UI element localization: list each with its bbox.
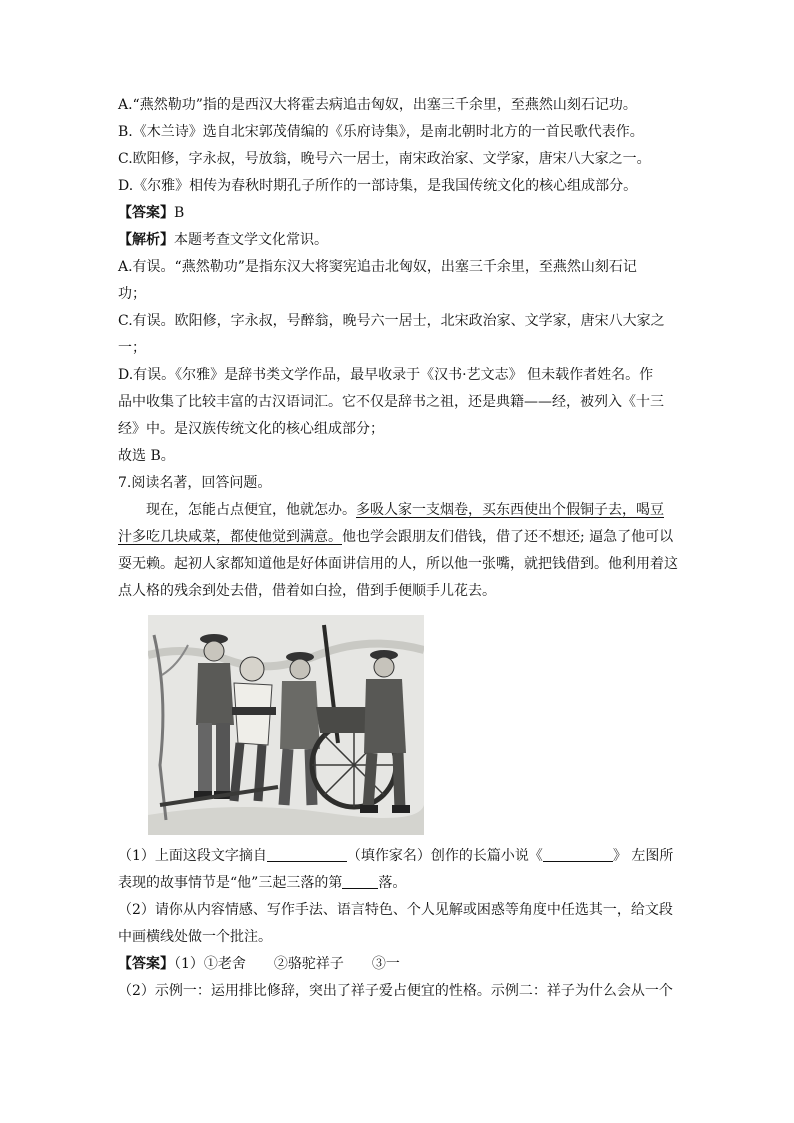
- plot-stage-blank[interactable]: [342, 872, 378, 889]
- answer-line: [118, 200, 678, 227]
- document-content: [118, 92, 678, 1005]
- option-d: D.《尔雅》相传为春秋时期孔子所作的一部诗集，是我国传统文化的核心组成部分。: [118, 178, 638, 194]
- analysis-text-line: 经》中。是汉族传统文化的核心组成部分；: [118, 421, 384, 437]
- sub-question-1-cont: [118, 870, 678, 897]
- passage-line: 点人格的残余到处去借，借着如白捡，借到手便顺手儿花去。: [118, 583, 496, 599]
- sub-question-2-cont: 中画横线处做一个批注。: [118, 929, 272, 945]
- passage-underlined: 汁多吃几块咸菜，都使他觉到满意。: [118, 529, 342, 545]
- sub-question-2: （2）请你从内容情感、写作手法、语言特色、个人见解或困惑等角度中任选其一，给文段: [118, 902, 673, 918]
- analysis-text-line: 功；: [118, 286, 146, 302]
- analysis-text-line: D.有误。《尔雅》是辞书类文学作品，最早收录于《汉书·艺文志》 但未载作者姓名。作: [118, 367, 654, 383]
- analysis-line: [118, 227, 678, 254]
- option-b: B.《木兰诗》选自北宋郭茂倩编的《乐府诗集》，是南北朝时北方的一首民歌代表作。: [118, 124, 644, 140]
- analysis-intro: 本题考查文学文化常识。: [174, 232, 328, 248]
- analysis-text-line: C.有误。欧阳修，字永叔，号醉翁，晚号六一居士，北宋政治家、文学家，唐宋八大家之: [118, 313, 665, 329]
- sub-question-1-text: 》 左图所: [612, 848, 674, 864]
- analysis-text-line: 一；: [118, 340, 146, 356]
- answer-label: 【答案】: [118, 956, 174, 972]
- answer-label: 【答案】: [118, 205, 174, 221]
- question-7-title: 7.阅读名著，回答问题。: [118, 475, 272, 491]
- answer-line-7-cont: （2）示例一：运用排比修辞，突出了祥子爱占便宜的性格。示例二：祥子为什么会从一个: [118, 983, 673, 999]
- author-blank[interactable]: [267, 845, 347, 862]
- rickshaw-scene-drawing: [148, 615, 424, 835]
- passage-line: [118, 524, 678, 551]
- answer-value: B: [174, 205, 185, 221]
- analysis-label: 【解析】: [118, 232, 174, 248]
- answer-line-7: [118, 951, 678, 978]
- answer-text: （1）①老舍 ②骆驼祥子 ③一: [174, 956, 400, 972]
- passage-text: 现在，怎能占点便宜，他就怎办。: [146, 502, 356, 518]
- sub-question-1-text: 表现的故事情节是“他”三起三落的第: [118, 875, 343, 891]
- novel-title-blank[interactable]: [543, 845, 613, 862]
- sub-question-1-text: 落。: [378, 875, 407, 891]
- passage-line: 耍无赖。起初人家都知道他是好体面讲信用的人，所以他一张嘴，就把钱借到。他利用着这: [118, 556, 678, 572]
- analysis-text-line: 品中收集了比较丰富的古汉语词汇。它不仅是辞书之祖，还是典籍——经，被列入《十三: [118, 394, 664, 410]
- analysis-text-line: A.有误。“燕然勒功”是指东汉大将窦宪追击北匈奴，出塞三千余里，至燕然山刻石记: [118, 259, 637, 275]
- sub-question-1-text: （填作家名）创作的长篇小说《: [346, 848, 543, 864]
- passage-text: 他也学会跟朋友们借钱，借了还不想还; 逼急了他可以: [342, 529, 674, 545]
- passage-line: [118, 497, 678, 524]
- ink-illustration: [148, 615, 424, 835]
- sub-question-1: [118, 843, 678, 870]
- option-a: A.“燕然勒功”指的是西汉大将霍去病追击匈奴，出塞三千余里，至燕然山刻石记功。: [118, 97, 637, 113]
- sub-question-1-text: （1）上面这段文字摘自: [118, 848, 267, 864]
- passage-underlined: 多吸人家一支烟卷，买东西使出个假铜子去，喝豆: [356, 502, 664, 518]
- option-c: C.欧阳修，字永叔，号放翁，晚号六一居士，南宋政治家、文学家，唐宋八大家之一。: [118, 151, 651, 167]
- analysis-conclusion: 故选 B。: [118, 448, 175, 464]
